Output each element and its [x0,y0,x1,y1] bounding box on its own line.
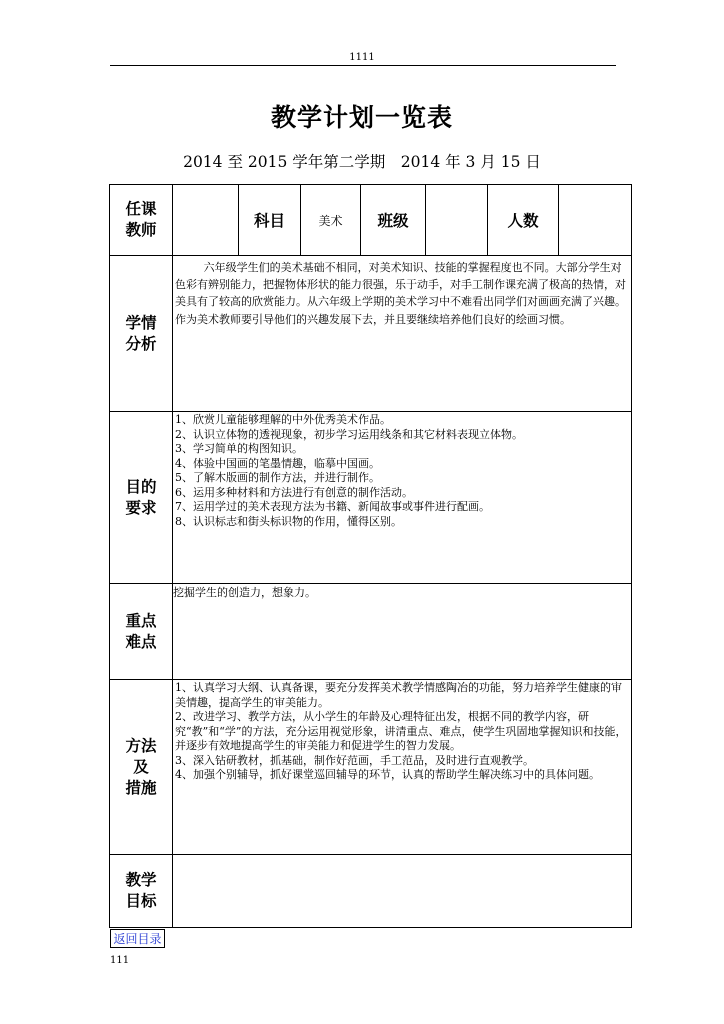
subject-value: 美术 [301,185,361,256]
methods-row [110,680,632,855]
method-item: 2、改进学习、教学方法，从小学生的年龄及心理特征出发，根据不同的教学内容，研究“教”和“学”的方法，充分运用视觉形象，讲清重点、难点，使学生巩固地掌握知识和技能，并逐步有效地提高学生的审美能力和促进学生的智力发展。 [175,710,627,752]
teacher-label: 任课 教师 [110,185,173,256]
method-item: 4、加强个别辅导，抓好课堂巡回辅导的环节，认真的帮助学生解决练习中的具体问题。 [175,768,600,781]
goal-item: 4、体验中国画的笔墨情趣，临摹中国画。 [175,456,380,470]
teaching-goals-row [110,855,632,928]
teaching-goals-label: 教学 目标 [110,855,173,928]
method-item: 3、深入钻研教材，抓基础，制作好范画，手工范品，及时进行直观教学。 [175,753,534,767]
teaching-plan-table [109,184,632,928]
goal-item: 7、运用学过的美术表现方法为书籍、新闻故事或事件进行配画。 [175,500,490,513]
analysis-row [110,256,632,412]
goals-content [173,412,632,584]
page-title: 教学计划一览表 [270,103,453,132]
student-count-value [559,185,632,256]
methods-content [173,680,632,855]
goal-item: 2、认识立体物的透视现象，初步学习运用线条和其它材料表现立体物。 [175,427,523,441]
student-count-label: 人数 [488,185,559,256]
key-points-row [110,584,632,680]
goal-item: 1、欣赏儿童能够理解的中外优秀美术作品。 [175,413,391,426]
goal-item: 6、运用多种材料和方法进行有创意的制作活动。 [175,485,413,499]
page-subtitle: 2014 至 2015 学年第二学期 2014 年 3 月 15 日 [183,153,541,171]
methods-label: 方法 及 措施 [110,680,173,855]
goals-row [110,412,632,584]
goal-item: 5、了解木版画的制作方法，并进行制作。 [175,471,380,484]
key-points-label: 重点 难点 [110,584,173,680]
header-row [110,185,632,256]
teacher-value [173,185,239,256]
subject-label: 科目 [239,185,301,256]
class-value [426,185,488,256]
back-to-contents-button[interactable]: 返回目录 [110,929,165,948]
analysis-label: 学情 分析 [110,256,173,412]
analysis-content [173,256,632,412]
analysis-text: 六年级学生们的美术基础不相同，对美术知识、技能的掌握程度也不同。大部分学生对色彩有辨别能力，把握物体形状的能力很强，乐于动手，对手工制作课充满了极高的热情，对美具有了较高的欣赏能力。从六年级上学期的美术学习中不难看出同学们对画画充满了兴趣。作为美术教师要引导他们的兴趣发展下去，并且要继续培养他们良好的绘画习惯。 [175,261,626,326]
class-label: 班级 [361,185,426,256]
header-page-number: 1111 [349,52,375,63]
key-points-content: 挖掘学生的创造力，想象力。 [173,584,632,680]
teaching-goals-content [173,855,632,928]
footer-page-number: 111 [110,955,130,966]
goal-item: 3、学习简单的构图知识。 [175,442,303,455]
method-item: 1、认真学习大纲、认真备课，要充分发挥美术教学情感陶冶的功能，努力培养学生健康的审美情趣，提高学生的审美能力。 [175,681,622,709]
header-divider [110,65,616,66]
goals-label: 目的 要求 [110,412,173,584]
goal-item: 8、认识标志和街头标识物的作用，懂得区别。 [175,514,402,528]
